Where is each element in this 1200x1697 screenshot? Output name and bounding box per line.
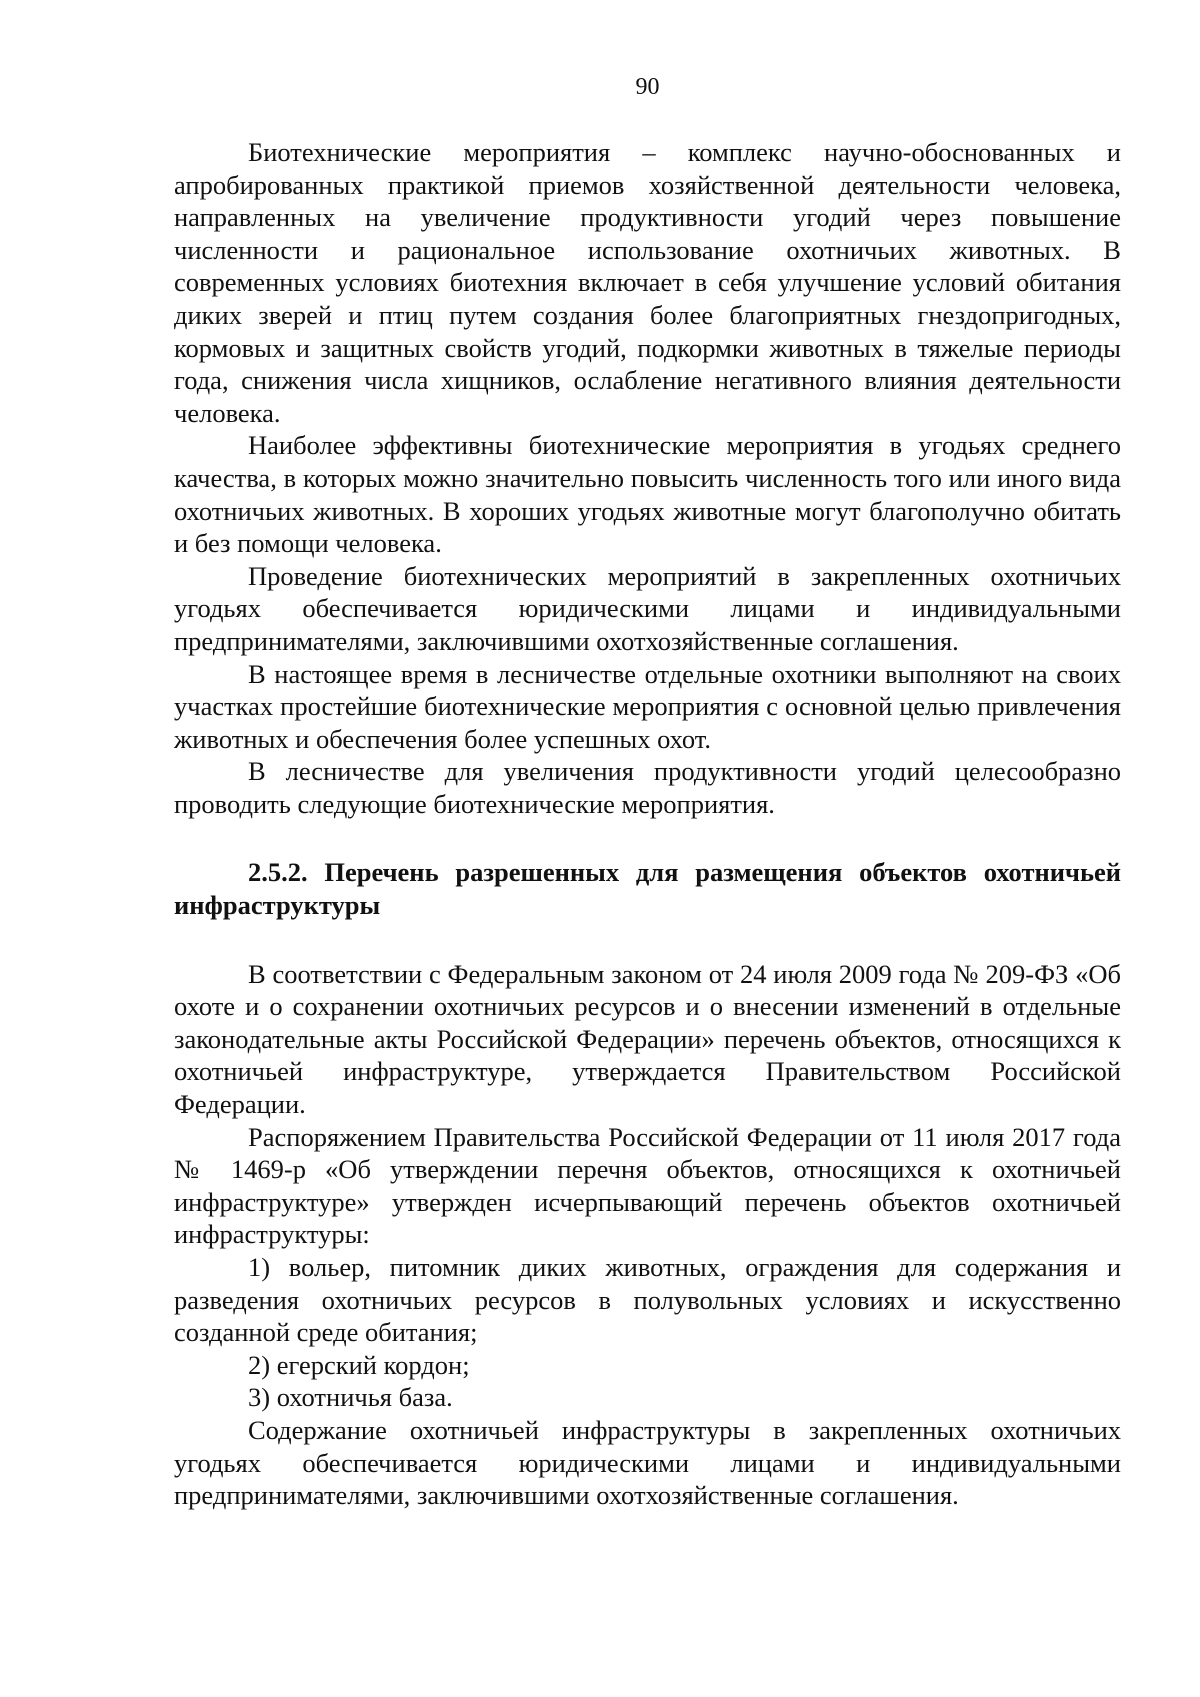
list-item-hunting-base: 3) охотничья база. xyxy=(248,1382,453,1413)
paragraph-infrastructure-maintenance: Содержание охотничьей инфраструктуры в закрепленных охотничьих угодьях обеспечивается юридическими лицами и индивидуальными предпринимателями, заключившими охотхозяйственные соглашения. xyxy=(174,1414,1121,1511)
paragraph-federal-law: В соответствии с Федеральным законом от 24 июля 2009 года № 209-ФЗ «Об охоте и о сохранении охотничьих ресурсов и о внесении изменений в отдельные законодательные акты Российской Федерации» перечень объектов, относящихся к охотничьей инфраструктуре, утверждается Правительством Российской Федерации. xyxy=(174,958,1121,1120)
paragraph-recommended-measures: В лесничестве для увеличения продуктивности угодий целесообразно проводить следующие биотехнические мероприятия. xyxy=(174,756,1121,819)
paragraph-biotech-definition: Биотехнические мероприятия – комплекс научно-обоснованных и апробированных практикой приемов хозяйственной деятельности человека, направленных на увеличение продуктивности угодий через повышение численности и рациональное использование охотничьих животных. В современных условиях биотехния включает в себя улучшение условий обитания диких зверей и птиц путем создания более благоприятных гнездопригодных, кормовых и защитных свойств угодий, подкормки животных в тяжелые периоды года, снижения числа хищников, ослабление негативного влияния деятельности человека. xyxy=(174,137,1121,428)
list-item-enclosure: 1) вольер, питомник диких животных, ограждения для содержания и разведения охотничьих ресурсов в полувольных условиях и искусственно созданной среде обитания; xyxy=(174,1252,1121,1348)
paragraph-responsible-parties: Проведение биотехнических мероприятий в закрепленных охотничьих угодьях обеспечивается юридическими лицами и индивидуальными предпринимателями, заключившими охотхозяйственные соглашения. xyxy=(174,560,1121,656)
section-heading: 2.5.2. Перечень разрешенных для размещения объектов охотничьей инфраструктуры xyxy=(174,857,1121,921)
page-number: 90 xyxy=(635,74,660,100)
paragraph-effective-measures: Наиболее эффективны биотехнические мероприятия в угодьях среднего качества, в которых можно значительно повысить численность того или иного вида охотничьих животных. В хороших угодьях животные могут благополучно обитать и без помощи человека. xyxy=(174,430,1121,559)
paragraph-government-order: Распоряжением Правительства Российской Федерации от 11 июля 2017 года № 1469-р «Об утверждении перечня объектов, относящихся к охотничьей инфраструктуре» утвержден исчерпывающий перечень объектов охотничьей инфраструктуры: xyxy=(174,1121,1121,1250)
list-item-ranger-station: 2) егерский кордон; xyxy=(248,1349,470,1380)
document-body xyxy=(174,136,1121,1512)
paragraph-current-practice: В настоящее время в лесничестве отдельные охотники выполняют на своих участках простейшие биотехнические мероприятия с основной целью привлечения животных и обеспечения более успешных охот. xyxy=(174,658,1121,754)
